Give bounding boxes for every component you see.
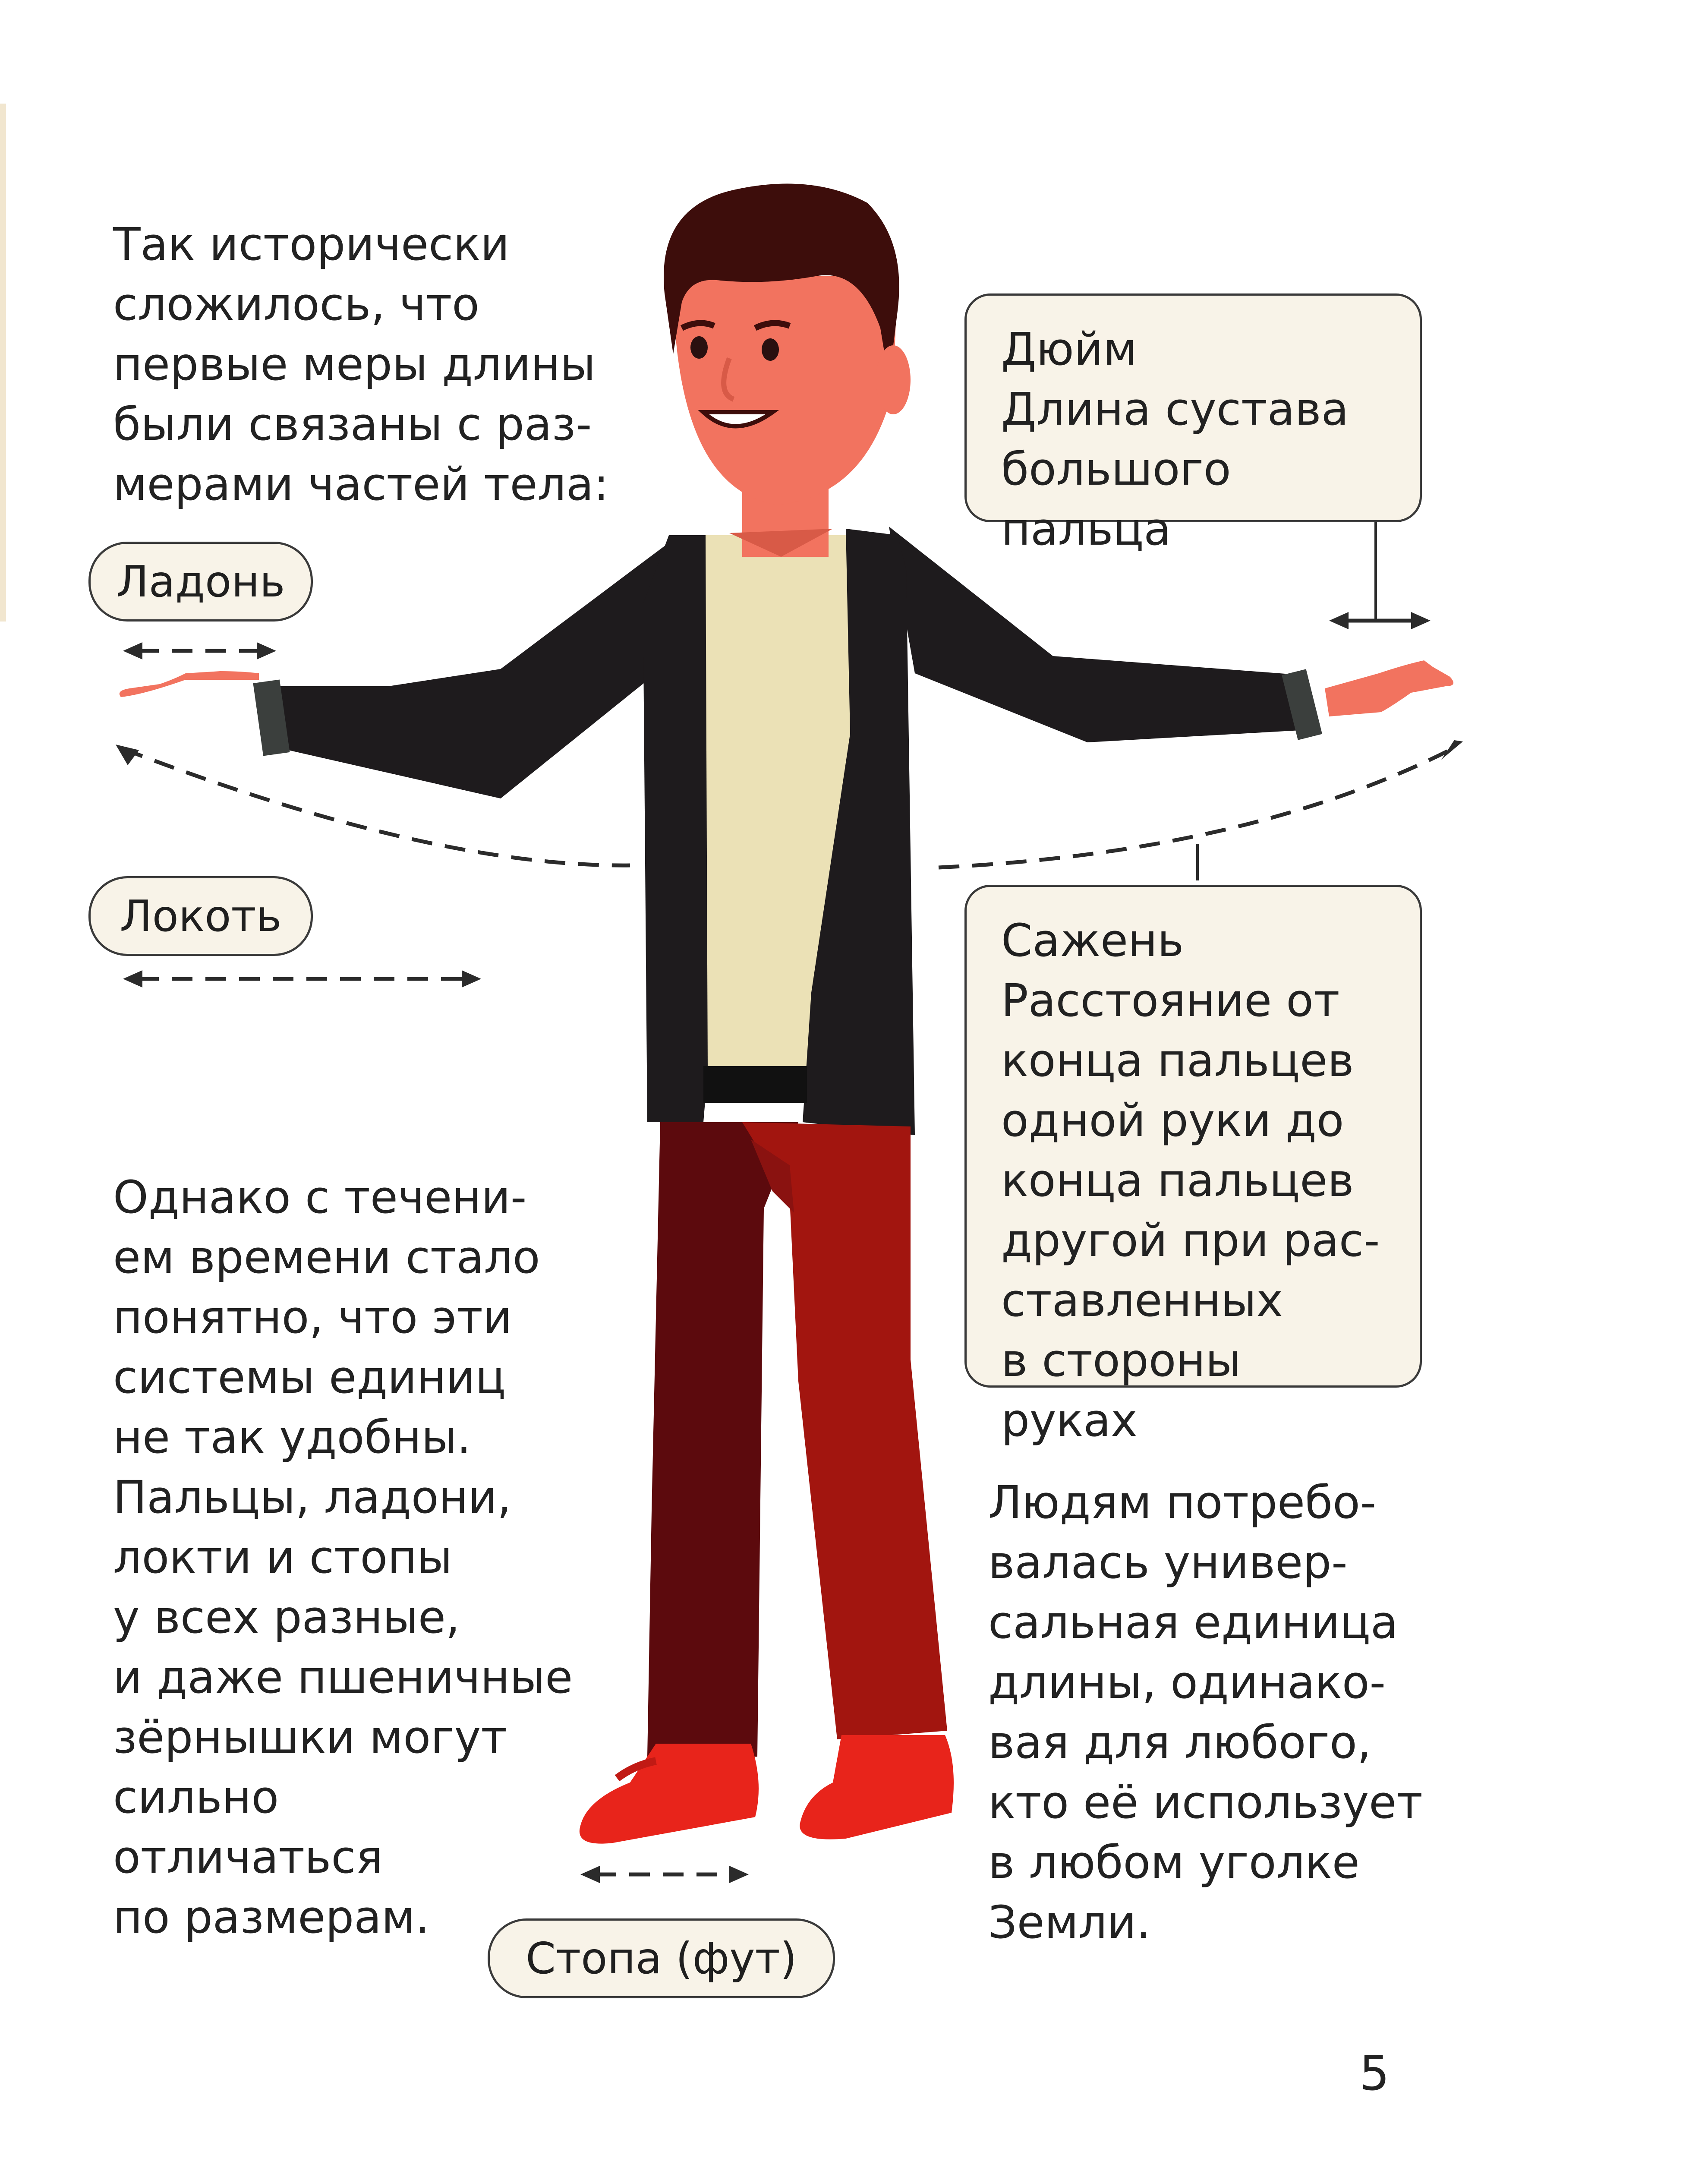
fathom-callout [964, 885, 1422, 1447]
fathom-description: Расстояние от конца пальцев одной руки до конца пальцев другой при рас- ставленных в стороны руках [1001, 974, 1380, 1447]
inch-title: Дюйм [1001, 323, 1137, 375]
people-paragraph: Людям потребо- валась универ- сальная единица длины, одинако- вая для любого, кто её использует в любом уголке Земли. [988, 1476, 1423, 1949]
inch-description: Длина сустава большого пальца [1001, 383, 1349, 555]
page-number: 5 [1359, 2046, 1390, 2101]
label-elbow: Локоть [88, 876, 313, 956]
label-foot: Стопа (фут) [488, 1918, 835, 1998]
intro-paragraph: Так исторически сложилось, что первые меры длины были связаны с раз- мерами частей тела: [113, 218, 609, 511]
inch-callout [964, 293, 1422, 555]
fathom-title: Сажень [1001, 914, 1184, 967]
however-paragraph: Однако с течени- ем времени стало понятно, что эти системы единиц не так удобны. Пальцы, ладони, локти и стопы у всех разные, и даже пшеничные зёрнышки могут сильно отличаться по размерам. [113, 1171, 573, 1943]
label-palm: Ладонь [88, 542, 313, 622]
